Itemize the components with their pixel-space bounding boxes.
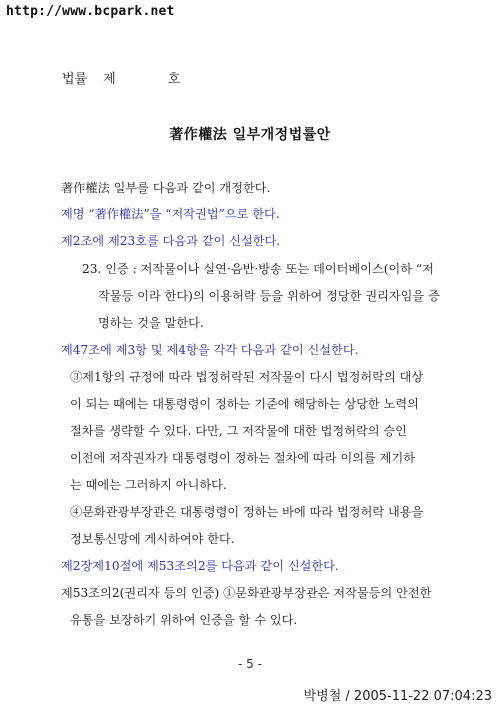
author-timestamp: 박병철 / 2005-11-22 07:04:23 <box>303 689 492 704</box>
para-4-line-2: 정보통신망에 게시하여야 한다. <box>70 532 235 546</box>
law-label: 법률 <box>62 72 88 87</box>
law-number-line <box>62 68 180 87</box>
item-23-line-3: 명하는 것을 말한다. <box>98 316 204 330</box>
para-3-line-2: 이 되는 때에는 대통령령이 정하는 기준에 해당하는 상당한 노력의 <box>70 397 419 411</box>
para-3-line-5: 는 때에는 그러하지 아니하다. <box>70 478 227 492</box>
item-23-line-2: 작물등 이라 한다)의 이용허락 등을 위하여 정당한 권리자임을 증 <box>98 289 440 303</box>
site-watermark: http://www.bcpark.net <box>6 4 175 19</box>
amendment-article-47: 제47조에 제3항 및 제4항을 각각 다음과 같이 신설한다. <box>61 343 359 357</box>
item-23-line-1: 23. 인증 : 저작물이나 실연·음반·방송 또는 데이터베이스(이하 “저 <box>82 262 434 276</box>
document-title: 著作權法 일부개정법률안 <box>169 127 331 143</box>
para-3-line-3: 절차를 생략할 수 있다. 다만, 그 저작물에 대한 법정허락의 승인 <box>70 424 407 438</box>
amendment-article-2: 제2조에 제23호를 다음과 같이 신설한다. <box>61 234 281 248</box>
para-4-line-1: ④문화관광부장관은 대통령령이 정하는 바에 따라 법정허락 내용을 <box>70 505 424 519</box>
law-number-suffix: 호 <box>167 72 181 87</box>
para-3-line-4: 이전에 저작권자가 대통령령이 정하는 절차에 따라 이의를 제기하 <box>70 451 415 465</box>
law-number-prefix: 제 <box>103 72 116 87</box>
page-number: - 5 - <box>238 657 262 671</box>
article-53-2-line-2: 유통을 보장하기 위하여 인증을 할 수 있다. <box>70 613 298 627</box>
amendment-title-name: 제명 “著作權法”을 “저작권법”으로 한다. <box>61 207 280 221</box>
amendment-chapter-2-sec-10: 제2장제10절에 제53조의2를 다음과 같이 신설한다. <box>61 559 339 573</box>
intro-line: 著作權法 일부를 다음과 같이 개정한다. <box>61 181 271 195</box>
article-53-2-line-1: 제53조의2(권리자 등의 인증) ①문화관광부장관은 저작물등의 안전한 <box>61 586 432 600</box>
para-3-line-1: ③제1항의 규정에 따라 법정허락된 저작물이 다시 법정허락의 대상 <box>70 370 424 384</box>
